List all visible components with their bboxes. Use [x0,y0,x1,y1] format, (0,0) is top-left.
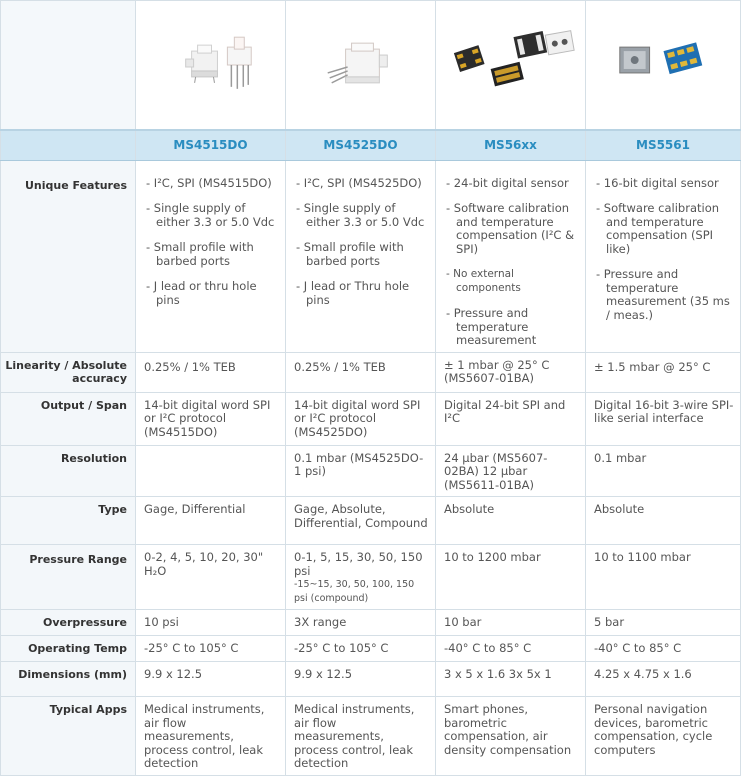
product-name-ms4515do: MS4515DO [136,130,286,160]
apps-ms4525do: Medical instruments, air flow measurements, process control, leak detection [286,697,436,776]
row-linearity [1,352,741,392]
type-ms5561: Absolute [586,497,741,545]
linearity-ms56xx: ± 1 mbar @ 25° C (MS5607-01BA) [436,352,586,392]
row-label: Resolution [1,445,136,497]
row-typical-apps [1,697,741,776]
dimensions-ms5561: 4.25 x 4.75 x 1.6 [586,662,741,697]
feature-item: - No external components [446,268,521,294]
features-ms5561 [586,160,741,352]
temp-ms4525do: -25° C to 105° C [286,636,436,662]
linearity-ms4525do: 0.25% / 1% TEB [286,352,436,392]
overpressure-ms5561: 5 bar [586,610,741,636]
output-ms56xx: Digital 24-bit SPI and I²C [436,392,586,445]
overpressure-ms4515do: 10 psi [136,610,286,636]
product-name-ms5561: MS5561 [586,130,741,160]
feature-item: - Software calibration and temperature compensation (I²C & SPI) [446,201,575,256]
product-image-ms4515do [136,1,286,131]
row-overpressure [1,610,741,636]
row-label: Overpressure [1,610,136,636]
header-corner [1,130,136,160]
dimensions-ms4525do: 9.9 x 12.5 [286,662,436,697]
overpressure-ms56xx: 10 bar [436,610,586,636]
row-label: Pressure Range [1,545,136,610]
row-dimensions [1,662,741,697]
dimensions-value: 3 x 5 x 1.6 3x 5x 1 [444,667,552,681]
product-image-ms5561 [586,1,741,131]
temp-ms56xx: -40° C to 85° C [436,636,586,662]
row-unique-features [1,160,741,352]
type-ms4525do: Gage, Absolute, Differential, Compound [286,497,436,545]
feature-item: - Software calibration and temperature compensation (SPI like) [596,201,720,256]
row-operating-temp [1,636,741,662]
type-ms56xx: Absolute [436,497,586,545]
range-ms4525do [286,545,436,610]
row-type [1,497,741,545]
features-ms4515do [136,160,286,352]
resolution-ms56xx: 24 μbar (MS5607-02BA) 12 μbar (MS5611-01BA) [436,445,586,497]
feature-item: - Single supply of either 3.3 or 5.0 Vdc [296,201,425,229]
feature-item: - J lead or Thru hole pins [296,279,410,307]
output-ms5561: Digital 16-bit 3-wire SPI-like serial interface [586,392,741,445]
row-label: Dimensions (mm) [1,662,136,697]
product-header-row [1,130,741,160]
resolution-ms4515do [136,445,286,497]
feature-item: - Single supply of either 3.3 or 5.0 Vdc [146,201,275,229]
output-ms4515do: 14-bit digital word SPI or I²C protocol (MS4515DO) [136,392,286,445]
row-pressure-range [1,545,741,610]
range-ms5561: 10 to 1100 mbar [586,545,741,610]
output-ms4525do: 14-bit digital word SPI or I²C protocol (MS4525DO) [286,392,436,445]
feature-item: - 16-bit digital sensor [596,175,719,190]
range-value: 0-1, 5, 15, 30, 50, 150 psi [294,550,423,578]
dimensions-ms56xx [436,662,586,697]
range-ms56xx: 10 to 1200 mbar [436,545,586,610]
row-label: Operating Temp [1,636,136,662]
row-label: Type [1,497,136,545]
type-ms4515do: Gage, Differential [136,497,286,545]
feature-item: - J lead or thru hole pins [146,279,257,307]
product-name-ms4525do: MS4525DO [286,130,436,160]
row-label: Typical Apps [1,697,136,776]
row-output-span [1,392,741,445]
resolution-ms4525do: 0.1 mbar (MS4525DO-1 psi) [286,445,436,497]
row-label: Unique Features [1,160,136,352]
features-ms56xx [436,160,586,352]
range-compound: -15~15, 30, 50, 100, 150 psi (compound) [294,579,415,604]
feature-item: - Small profile with barbed ports [146,240,254,268]
corner-cell [1,1,136,131]
dimensions-ms4515do: 9.9 x 12.5 [136,662,286,697]
product-image-row [1,1,741,131]
feature-item: - Pressure and temperature measurement [446,306,537,347]
feature-item: - I²C, SPI (MS4525DO) [296,175,422,190]
apps-ms5561: Personal navigation devices, barometric compensation, cycle computers [586,697,741,776]
linearity-ms4515do: 0.25% / 1% TEB [136,352,286,392]
linearity-ms5561: ± 1.5 mbar @ 25° C [586,352,741,392]
feature-item: - Pressure and temperature measurement (35 ms / meas.) [596,267,730,322]
apps-ms4515do: Medical instruments, air flow measurements, process control, leak detection [136,697,286,776]
resolution-ms5561: 0.1 mbar [586,445,741,497]
product-name-ms56xx: MS56xx [436,130,586,160]
feature-item: - Small profile with barbed ports [296,240,404,268]
row-label: Linearity / Absolute accuracy [1,352,136,392]
features-ms4525do [286,160,436,352]
feature-item: - 24-bit digital sensor [446,175,569,190]
product-image-ms56xx [436,1,586,131]
row-label: Output / Span [1,392,136,445]
overpressure-ms4525do: 3X range [286,610,436,636]
row-resolution [1,445,741,497]
temp-ms5561: -40° C to 85° C [586,636,741,662]
feature-item: - I²C, SPI (MS4515DO) [146,175,272,190]
apps-ms56xx: Smart phones, barometric compensation, air density compensation [436,697,586,776]
range-ms4515do: 0-2, 4, 5, 10, 20, 30" H₂O [136,545,286,610]
temp-ms4515do: -25° C to 105° C [136,636,286,662]
product-image-ms4525do [286,1,436,131]
